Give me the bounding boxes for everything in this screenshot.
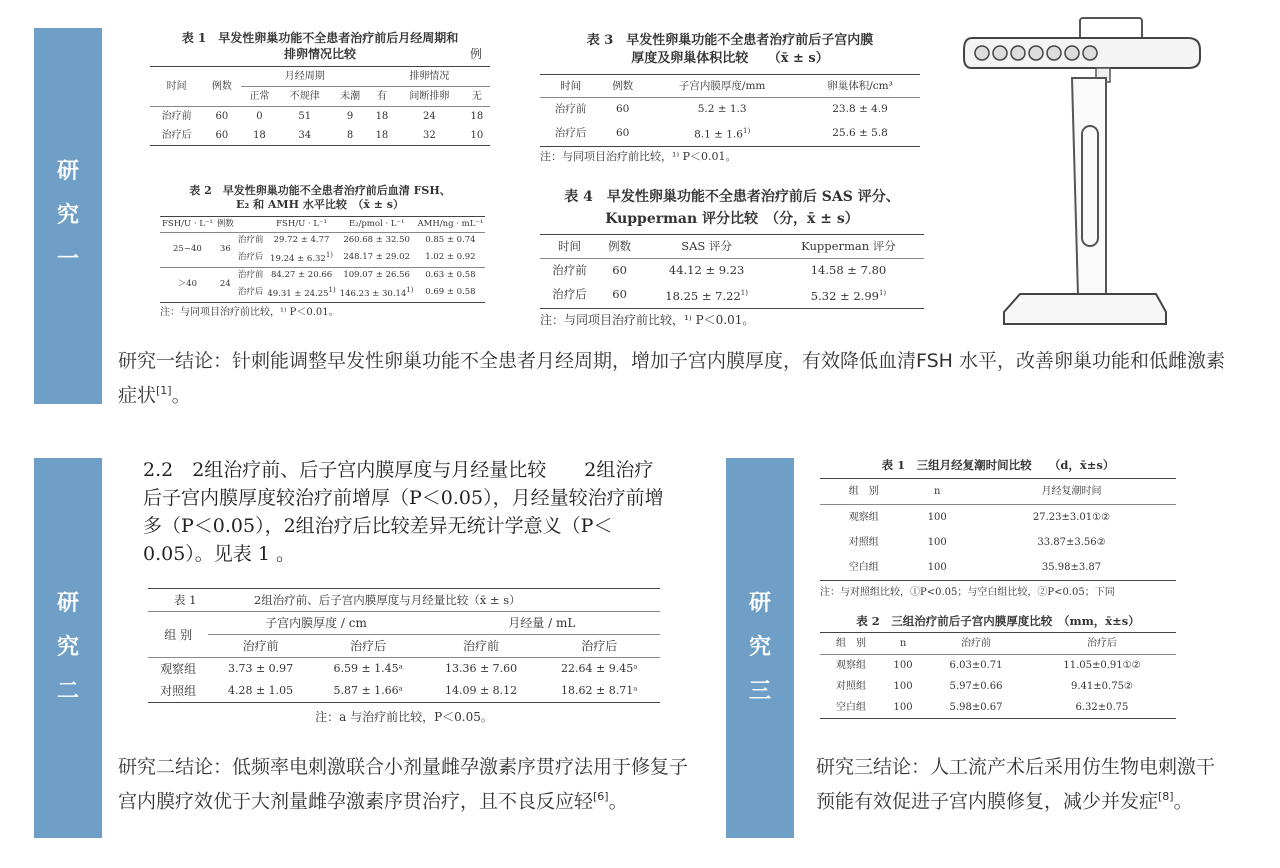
table-caption: 表 2 三组治疗前后子宫内膜厚度比较 （mm，x̄±s） <box>856 614 1140 628</box>
band-char: 一 <box>56 247 79 272</box>
col-header: 月经周期 <box>241 67 369 87</box>
cell: 32 <box>423 130 436 141</box>
table-row <box>820 655 1176 677</box>
table-row <box>820 676 1176 697</box>
band-char: 究 <box>748 635 771 660</box>
cell: 治疗后 <box>554 126 587 139</box>
col-header: 月经复潮时间 <box>1041 486 1102 497</box>
conclusion-end: 。 <box>171 384 191 407</box>
sub-header: 治疗后 <box>581 639 618 653</box>
col-header: 子宫内膜厚度 / cm <box>208 612 423 635</box>
cell: 18 <box>375 130 389 141</box>
cell: 观察组 <box>848 512 879 523</box>
cell: 9.41±0.75② <box>1071 681 1133 692</box>
cell: 100 <box>927 562 947 573</box>
table-row <box>820 555 1176 581</box>
cell: 18 <box>253 130 266 141</box>
col-header: 时间 <box>560 80 582 92</box>
study2-table <box>148 588 660 727</box>
footnote-mark: 1) <box>742 127 751 135</box>
device-top-handle <box>1080 18 1142 40</box>
reference-mark: [1] <box>156 384 172 397</box>
emitter <box>1011 46 1025 60</box>
emitter <box>993 46 1007 60</box>
col-header: FSH/U · L⁻¹ <box>276 219 327 229</box>
cell: 44.12 ± 9.23 <box>668 263 745 277</box>
cell <box>338 283 416 302</box>
cell: 23.8 ± 4.9 <box>832 103 888 115</box>
band-char: 三 <box>748 679 771 704</box>
cell: 观察组 <box>160 662 197 676</box>
cell: 100 <box>927 537 947 548</box>
table-caption: E₂ 和 AMH 水平比较 （x̄ ± s） <box>236 198 404 211</box>
table-row <box>540 259 924 283</box>
sub-header: 治疗前 <box>242 639 279 653</box>
study1-table1 <box>150 30 490 146</box>
footnote-mark: 1) <box>740 289 748 297</box>
table-row <box>148 658 660 681</box>
cell: 14.09 ± 8.12 <box>444 684 518 697</box>
table-row <box>820 697 1176 719</box>
col-header: 例数 <box>608 239 632 253</box>
cell: 14.58 ± 7.80 <box>810 263 887 277</box>
cell: 100 <box>927 512 947 523</box>
study3-table1 <box>820 456 1176 600</box>
col-header: 卵巢体积/cm³ <box>827 80 893 92</box>
table-row <box>150 107 490 127</box>
col-header: 例数 <box>612 80 634 92</box>
cell: 22.64 ± 9.45ᵃ <box>561 662 638 675</box>
table-note: 注：与同项目治疗前比较，¹⁾ P＜0.01。 <box>540 149 737 163</box>
cell: 25.6 ± 5.8 <box>832 126 888 139</box>
band-char: 二 <box>56 679 79 704</box>
cell: 60 <box>612 287 627 302</box>
study1-conclusion <box>118 346 1228 410</box>
cell: 1.02 ± 0.92 <box>425 251 476 262</box>
table-row <box>540 98 920 121</box>
cell: 对照组 <box>848 537 879 548</box>
cell: 60 <box>616 126 630 139</box>
cell <box>644 120 800 146</box>
cell: 治疗前 <box>237 235 264 245</box>
cell: 60 <box>616 103 630 115</box>
cell: 0.69 ± 0.58 <box>425 286 476 297</box>
cell: 24 <box>423 111 436 122</box>
band-char: 研 <box>56 591 79 616</box>
col-header: 子宫内膜厚度/mm <box>678 80 766 92</box>
cell: 治疗后 <box>237 251 264 262</box>
emitter <box>1065 46 1079 60</box>
cell: 18 <box>375 111 389 122</box>
table-row <box>160 233 485 249</box>
sub-header: 间断排卵 <box>409 91 450 102</box>
table-caption: 表 3 早发性卵巢功能不全患者治疗前后子宫内膜 <box>586 33 874 48</box>
col-header: n <box>899 638 907 649</box>
table-caption: Kupperman 评分比较 （分，x̄ ± s） <box>605 211 859 227</box>
study2-paragraph: 2.2 2组治疗前、后子宫内膜厚度与月经量比较 2组治疗后子宫内膜厚度较治疗前增厚（P＜0.05），月经量较治疗前增多（P＜0.05），2组治疗后比较差异无统计学意义（P＜0.05）。见表 1 。 <box>143 459 664 565</box>
sub-header: 无 <box>471 91 482 102</box>
cell: 空白组 <box>836 702 866 713</box>
cell-value: 8.1 ± 1.6 <box>694 128 743 141</box>
cell: 对照组 <box>836 681 866 692</box>
col-header: 治疗后 <box>1086 638 1117 649</box>
cell: 5.98±0.67 <box>949 702 1003 713</box>
cell: 27.23±3.01①② <box>1032 512 1111 523</box>
footnote-mark: 1) <box>328 285 336 294</box>
cell <box>265 283 337 302</box>
col-header: AMH/ng · mL⁻¹ <box>417 219 484 229</box>
cell: 治疗前 <box>554 103 587 115</box>
cell: 治疗前 <box>237 269 264 280</box>
cell: 8 <box>346 130 354 141</box>
band-char: 究 <box>56 635 79 660</box>
conclusion-end: 。 <box>608 790 628 813</box>
cell: 60 <box>612 263 627 277</box>
cell: 对照组 <box>160 684 197 698</box>
cell-value: 18.25 ± 7.22 <box>665 288 741 303</box>
cell: 5.97±0.66 <box>949 681 1003 692</box>
cell <box>265 248 337 267</box>
study1-table4 <box>540 186 924 327</box>
cell: 10 <box>470 130 484 141</box>
table-note: 注：与对照组比较，①P<0.05；与空白组比较，②P<0.05；下同 <box>820 587 1115 598</box>
cell: 5.2 ± 1.3 <box>697 103 747 115</box>
emitter <box>1047 46 1061 60</box>
conclusion-text: 研究二结论：低频率电刺激联合小剂量雌孕激素序贯疗法用于修复子宫内膜疗效优于大剂量雌孕激素序贯治疗，且不良反应轻 <box>118 756 689 813</box>
table-caption: 表 1 三组月经复潮时间比较 （d，x̄±s） <box>881 458 1115 472</box>
cell-value: 49.31 ± 24.25 <box>267 288 329 299</box>
col-header: 组 别 <box>848 486 879 497</box>
footnote-mark: 1) <box>406 285 414 294</box>
cell: 35.98±3.87 <box>1041 562 1102 573</box>
col-header: SAS 评分 <box>681 239 732 253</box>
conclusion-text: 研究三结论：人工流产术后采用仿生物电刺激干预能有效促进子宫内膜修复，减少并发症 <box>816 756 1216 813</box>
cell: 5.87 ± 1.66ᵃ <box>333 684 403 697</box>
col-header: n <box>934 486 941 497</box>
cell: 109.07 ± 26.56 <box>343 269 410 280</box>
col-header: 例数 <box>211 81 232 92</box>
cell: 11.05±0.91①② <box>1063 660 1141 671</box>
col-header: E₂/pmol · L⁻¹ <box>348 219 405 229</box>
device-base <box>1004 294 1166 324</box>
table-row <box>150 126 490 146</box>
cell: 0.63 ± 0.58 <box>425 269 476 280</box>
footnote-mark: 1) <box>878 289 887 297</box>
table-caption: 厚度及卵巢体积比较 （x̄ ± s） <box>631 51 829 66</box>
study-three-band <box>726 458 794 838</box>
cell: 0.85 ± 0.74 <box>425 235 476 245</box>
cell: 100 <box>893 702 913 713</box>
cell: 13.36 ± 7.60 <box>444 662 518 675</box>
col-header: 排卵情况 <box>369 67 490 87</box>
table-caption: 表 1 早发性卵巢功能不全患者治疗前后月经周期和 <box>181 31 459 45</box>
cell: 9 <box>346 111 354 122</box>
band-char: 研 <box>56 159 79 184</box>
cell: 60 <box>215 111 229 122</box>
col-header: FSH/U · L⁻¹ <box>162 219 213 229</box>
cell-value: 5.32 ± 2.99 <box>810 288 879 303</box>
cell: 51 <box>298 111 312 122</box>
conclusion-text: 研究一结论：针刺能调整早发性卵巢功能不全患者月经周期，增加子宫内膜厚度，有效降低血清FSH 水平，改善卵巢功能和低雌激素症状 <box>118 350 1225 407</box>
cell: 25~40 <box>173 244 202 255</box>
table-row <box>820 530 1176 555</box>
cell: 18.62 ± 8.71ᵃ <box>561 684 638 697</box>
cell: 空白组 <box>848 562 879 573</box>
cell: 6.59 ± 1.45ᵃ <box>333 662 403 675</box>
study3-conclusion <box>816 752 1228 816</box>
cell: 36 <box>219 244 231 255</box>
col-header: 时间 <box>557 239 581 253</box>
study1-table2 <box>160 184 484 320</box>
col-header: 时间 <box>166 81 187 92</box>
cell: 18 <box>470 111 484 122</box>
sub-header: 治疗后 <box>350 639 387 653</box>
study-two-band <box>34 458 102 838</box>
cell <box>640 282 773 308</box>
sub-header: 正常 <box>249 91 270 102</box>
table-note: 注：与同项目治疗前比较，¹⁾ P＜0.01。 <box>160 306 339 318</box>
device-pole <box>1072 78 1106 296</box>
table-row <box>820 505 1176 531</box>
study2-conclusion <box>118 752 698 816</box>
table-caption: 表 1 2组治疗前、后子宫内膜厚度与月经量比较（x̄ ± s） <box>174 593 521 607</box>
cell: 治疗后 <box>237 286 264 297</box>
band-char: 研 <box>748 591 771 616</box>
table-note: 注：a 与治疗前比较，P＜0.05。 <box>315 710 493 724</box>
cell <box>773 282 924 308</box>
cell: 6.32±0.75 <box>1075 702 1129 713</box>
band-char: 究 <box>56 203 79 228</box>
cell-value: 19.24 ± 6.32 <box>270 253 326 264</box>
cell: 84.27 ± 20.66 <box>270 269 333 280</box>
table-row <box>540 120 920 146</box>
device-illustration <box>960 16 1210 328</box>
study-one-band <box>34 28 102 404</box>
col-header: Kupperman 评分 <box>801 239 896 253</box>
cell: 33.87±3.56② <box>1037 537 1106 548</box>
cell: 29.72 ± 4.77 <box>273 235 330 245</box>
sub-header: 治疗前 <box>463 639 500 653</box>
cell: 治疗后 <box>161 130 192 141</box>
footnote-mark: 1) <box>325 251 334 259</box>
table-unit: 例 <box>469 47 482 61</box>
cell: 治疗前 <box>161 111 192 122</box>
cell: 6.03±0.71 <box>949 660 1003 671</box>
cell: 0 <box>256 111 263 122</box>
cell: 4.28 ± 1.05 <box>227 684 294 697</box>
sub-header: 未潮 <box>340 91 361 102</box>
reference-mark: [8] <box>1158 790 1174 803</box>
col-header: 例数 <box>216 219 234 229</box>
table-row <box>160 267 485 283</box>
table-caption: 排卵情况比较 <box>283 47 356 61</box>
cell: 248.17 ± 29.02 <box>343 251 410 262</box>
cell: ＞40 <box>177 279 198 290</box>
table-row <box>540 282 924 308</box>
table-caption: 表 4 早发性卵巢功能不全患者治疗前后 SAS 评分、 <box>564 189 900 205</box>
emitter <box>975 46 989 60</box>
cell: 观察组 <box>836 660 866 671</box>
emitter <box>1083 46 1097 60</box>
col-header <box>236 217 266 233</box>
emitter <box>1029 46 1043 60</box>
cell: 60 <box>215 130 229 141</box>
col-header: 月经量 / mL <box>424 612 660 635</box>
sub-header: 不规律 <box>289 91 320 102</box>
conclusion-end: 。 <box>1173 790 1193 813</box>
cell: 260.68 ± 32.50 <box>343 235 410 245</box>
cell-value: 146.23 ± 30.14 <box>339 288 407 299</box>
table-note: 注：与同项目治疗前比较，¹⁾ P＜0.01。 <box>540 312 755 327</box>
study3-table2 <box>820 612 1176 719</box>
cell: 治疗后 <box>552 287 587 302</box>
cell: 3.73 ± 0.97 <box>227 662 294 675</box>
cell: 34 <box>298 130 312 141</box>
cell: 100 <box>893 660 913 671</box>
table-caption: 表 2 早发性卵巢功能不全患者治疗前后血清 FSH、 <box>189 184 451 197</box>
study1-table3 <box>540 32 920 164</box>
cell: 100 <box>893 681 913 692</box>
cell: 24 <box>219 279 231 290</box>
reference-mark: [6] <box>593 790 609 803</box>
col-header: 组 别 <box>164 627 193 642</box>
cell: 治疗前 <box>552 263 587 277</box>
col-header: 组 别 <box>836 638 866 649</box>
table-row <box>148 680 660 703</box>
col-header: 治疗前 <box>961 638 991 649</box>
sub-header: 有 <box>376 91 387 102</box>
